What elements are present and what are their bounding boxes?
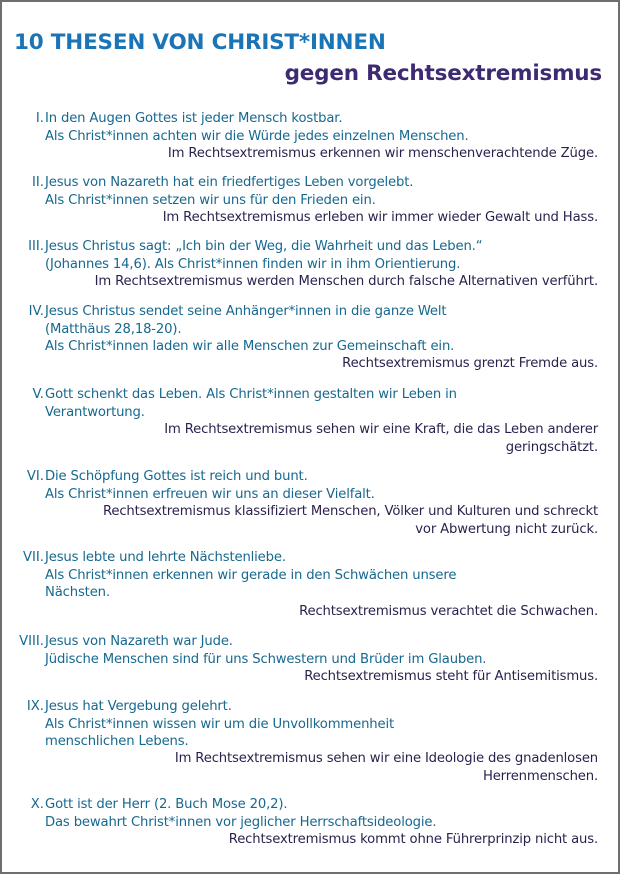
thesis-counter-statement: Rechtsextremismus verachtet die Schwachen. bbox=[299, 604, 598, 619]
thesis-counter-statement: Im Rechtsextremismus erleben wir immer wieder Gewalt und Hass. bbox=[162, 210, 598, 225]
page-title: 10 THESEN VON CHRIST*INNEN bbox=[14, 30, 386, 55]
thesis-text: Jesus Christus sagt: „Ich bin der Weg, die Wahrheit und das Leben.“ (Johannes 14,6). Als Christ*innen finden wir in ihm Orientierung. bbox=[45, 239, 483, 272]
thesis-counter-statement: Rechtsextremismus grenzt Fremde aus. bbox=[342, 356, 598, 371]
thesis-counter-statement: Im Rechtsextremismus werden Menschen durch falsche Alternativen verführt. bbox=[94, 274, 598, 289]
thesis-text: Jesus Christus sendet seine Anhänger*innen in die ganze Welt (Matthäus 28,18-20). Als Christ*innen laden wir alle Menschen zur Gemeinschaft ein. bbox=[45, 304, 455, 354]
thesis-text: In den Augen Gottes ist jeder Mensch kostbar. Als Christ*innen achten wir die Würde jedes einzelnen Menschen. bbox=[45, 111, 469, 144]
thesis-text: Gott ist der Herr (2. Buch Mose 20,2). Das bewahrt Christ*innen vor jeglicher Herrschaftsideologie. bbox=[45, 797, 437, 830]
thesis-number: II. bbox=[32, 175, 44, 190]
thesis-text: Jesus von Nazareth war Jude. Jüdische Menschen sind für uns Schwestern und Brüder im Glauben. bbox=[45, 634, 487, 667]
thesis-number: VII. bbox=[23, 550, 44, 565]
thesis-text: Die Schöpfung Gottes ist reich und bunt. Als Christ*innen erfreuen wir uns an dieser Vielfalt. bbox=[45, 469, 375, 502]
thesis-number: VIII. bbox=[19, 634, 44, 649]
thesis-text: Gott schenkt das Leben. Als Christ*innen gestalten wir Leben in Verantwortung. bbox=[45, 387, 457, 420]
thesis-number: I. bbox=[35, 111, 44, 126]
thesis-number: III. bbox=[28, 239, 44, 254]
thesis-text: Jesus lebte und lehrte Nächstenliebe. Als Christ*innen erkennen wir gerade in den Schwächen unsere Nächsten. bbox=[45, 550, 457, 600]
thesis-counter-statement: Rechtsextremismus kommt ohne Führerprinzip nicht aus. bbox=[228, 832, 598, 847]
thesis-text: Jesus hat Vergebung gelehrt. Als Christ*innen wissen wir um die Unvollkommenheit menschlichen Lebens. bbox=[45, 699, 394, 749]
thesis-counter-statement: Im Rechtsextremismus sehen wir eine Kraft, die das Leben anderer geringschätzt. bbox=[164, 422, 598, 455]
page-subtitle: gegen Rechtsextremismus bbox=[284, 61, 602, 86]
thesis-text: Jesus von Nazareth hat ein friedfertiges Leben vorgelebt. Als Christ*innen setzen wir uns für den Frieden ein. bbox=[45, 175, 414, 208]
thesis-counter-statement: Im Rechtsextremismus sehen wir eine Ideologie des gnadenlosen Herrenmenschen. bbox=[174, 751, 598, 784]
thesis-counter-statement: Im Rechtsextremismus erkennen wir menschenverachtende Züge. bbox=[167, 146, 598, 161]
thesis-number: IV. bbox=[28, 304, 44, 319]
thesis-number: V. bbox=[32, 387, 44, 402]
thesis-number: VI. bbox=[26, 469, 44, 484]
thesis-counter-statement: Rechtsextremismus steht für Antisemitismus. bbox=[304, 669, 598, 684]
thesis-number: IX. bbox=[26, 699, 44, 714]
thesis-counter-statement: Rechtsextremismus klassifiziert Menschen, Völker und Kulturen und schreckt vor Abwertung nicht zurück. bbox=[102, 504, 598, 537]
thesis-number: X. bbox=[30, 797, 44, 812]
